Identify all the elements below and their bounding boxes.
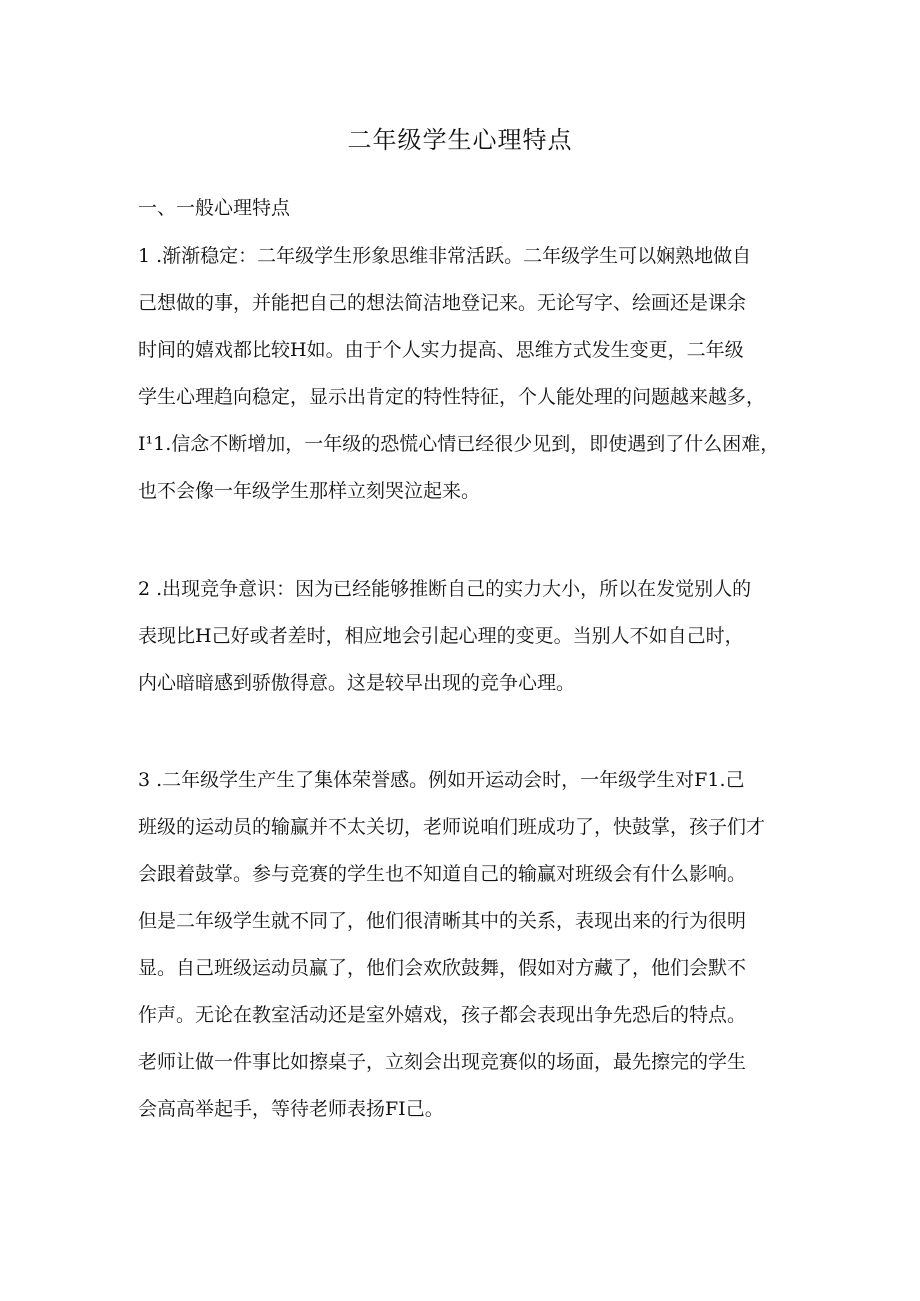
- paragraph-3: [138, 757, 798, 1133]
- paragraph-line: 己想做的事，并能把自己的想法简洁地登记来。无论写字、绘画还是课余: [138, 292, 747, 314]
- paragraph-line: 老师让做一件事比如擦桌子，立刻会出现竞赛似的场面，最先擦完的学生: [138, 1051, 747, 1073]
- paragraph-line: 作声。无论在教室活动还是室外嬉戏，孩子都会表现出争先恐后的特点。: [138, 1004, 747, 1026]
- paragraph-line: 会高高举起手，等待老师表扬FI己。: [138, 1098, 444, 1120]
- paragraph-line: 时间的嬉戏都比较H如。由于个人实力提高、思维方式发生变更，二年级: [138, 339, 744, 361]
- paragraph-line: 班级的运动员的输赢并不太关切，老师说咱们班成功了，快鼓掌，孩子们才: [138, 816, 766, 838]
- paragraph-line: 内心暗暗感到骄傲得意。这是较早出现的竞争心理。: [138, 672, 576, 694]
- paragraph-1: [138, 233, 798, 515]
- paragraph-line: I¹1.信念不断增加，一年级的恐慌心情已经很少见到，即使遇到了什么困难，: [138, 433, 780, 455]
- paragraph-line: 表现比H己好或者差时，相应地会引起心理的变更。当别人不如自己时，: [138, 625, 744, 647]
- paragraph-2: [138, 566, 798, 707]
- paragraph-line: 3 .二年级学生产生了集体荣誉感。例如开运动会时，一年级学生对F1.己: [138, 769, 745, 791]
- paragraph-line: 学生心理趋向稳定，显示出肯定的特性特征，个人能处理的问题越来越多，: [138, 386, 766, 408]
- section-heading: 一、一般心理特点: [138, 197, 291, 219]
- paragraph-line: 2 .出现竞争意识：因为已经能够推断自己的实力大小，所以在发觉别人的: [138, 578, 752, 600]
- paragraph-line: 但是二年级学生就不同了，他们很清晰其中的关系，表现出来的行为很明: [138, 910, 747, 932]
- document-title: 二年级学生心理特点: [347, 126, 573, 154]
- paragraph-line: 也不会像一年级学生那样立刻哭泣起来。: [138, 480, 481, 502]
- paragraph-line: 显。自己班级运动员赢了，他们会欢欣鼓舞，假如对方藏了，他们会默不: [138, 957, 747, 979]
- paragraph-line: 1 .渐渐稳定：二年级学生形象思维非常活跃。二年级学生可以娴熟地做自: [138, 245, 752, 267]
- paragraph-line: 会跟着鼓掌。参与竞赛的学生也不知道自己的输赢对班级会有什么影响。: [138, 863, 747, 885]
